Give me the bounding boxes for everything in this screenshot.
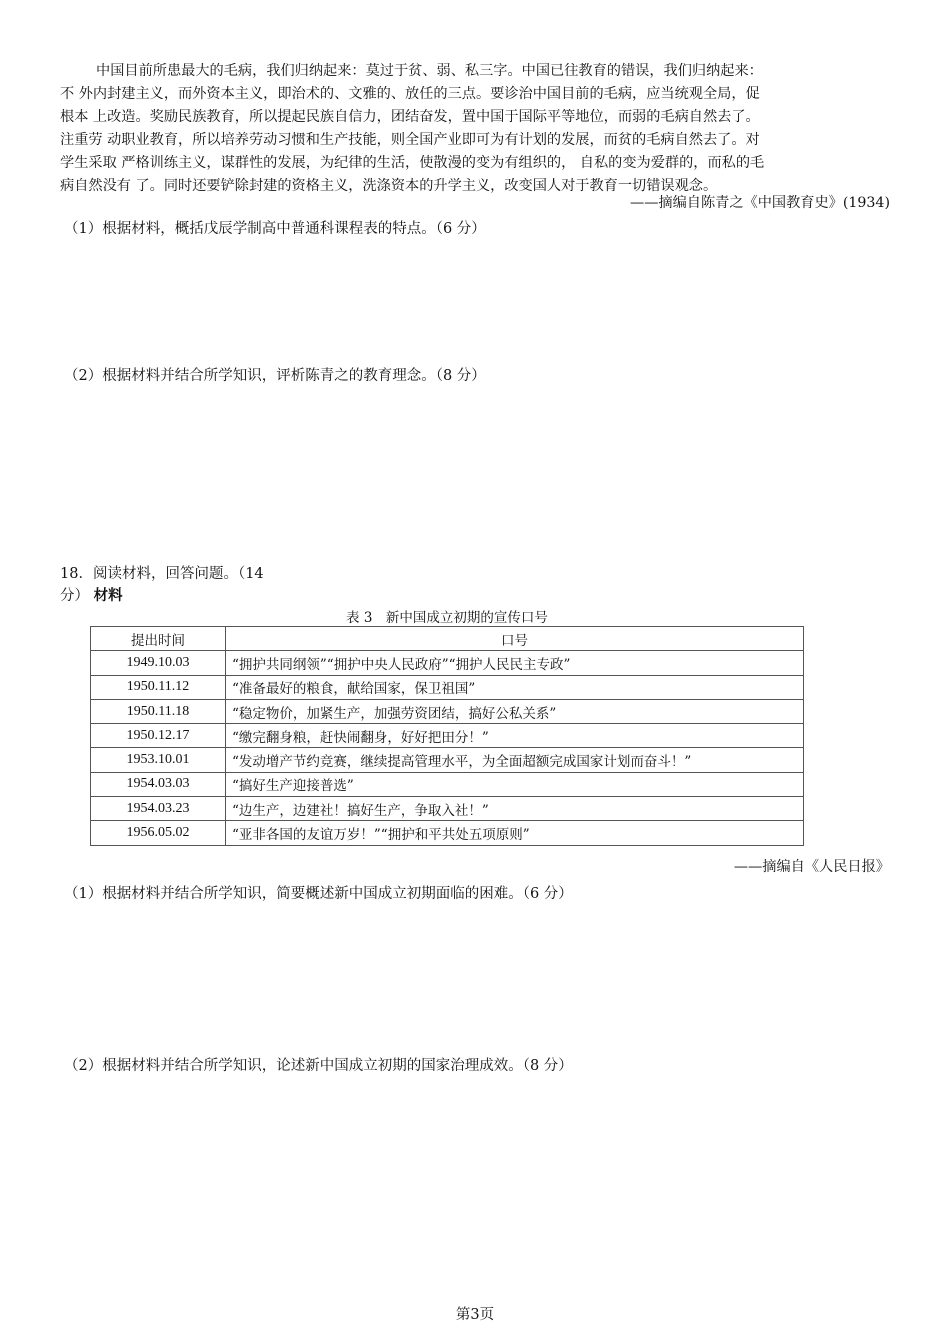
- material-label: 材料: [93, 587, 123, 604]
- row-slogan: “准备最好的粮食，献给国家，保卫祖国”: [226, 675, 804, 699]
- row-slogan: “亚非各国的友谊万岁！”“拥护和平共处五项原则”: [226, 821, 804, 845]
- header-slogan: 口号: [226, 627, 804, 651]
- row-date: 1953.10.01: [91, 748, 226, 772]
- row-date: 1950.11.18: [91, 699, 226, 723]
- question-18-part-2: （2）根据材料并结合所学知识，论述新中国成立初期的国家治理成效。（8 分）: [64, 1058, 573, 1074]
- row-date: 1950.11.12: [91, 675, 226, 699]
- question-17-part-2: （2）根据材料并结合所学知识，评析陈青之的教育理念。（8 分）: [64, 368, 486, 384]
- row-date: 1954.03.03: [91, 772, 226, 796]
- material-line: 不 外内封建主义，而外资本主义，即治术的、文雅的、放任的三点。要诊治中国目前的毛病，应当统观全局，促: [60, 86, 760, 102]
- row-date: 1950.12.17: [91, 724, 226, 748]
- row-date: 1949.10.03: [91, 651, 226, 675]
- row-date: 1954.03.23: [91, 797, 226, 821]
- row-slogan: “稳定物价，加紧生产，加强劳资团结，搞好公私关系”: [226, 699, 804, 723]
- table-source: ——摘编自《人民日报》: [733, 859, 890, 875]
- material-paragraph: [60, 60, 892, 198]
- table-row: [91, 699, 804, 723]
- row-slogan: “边生产，边建社！搞好生产，争取入社！”: [226, 797, 804, 821]
- table-row: [91, 675, 804, 699]
- table-row: [91, 821, 804, 845]
- row-date: 1956.05.02: [91, 821, 226, 845]
- table-row: [91, 748, 804, 772]
- table-caption: 表 3 新中国成立初期的宣传口号: [346, 610, 548, 626]
- table-row: [91, 724, 804, 748]
- material-line: 中国目前所患最大的毛病，我们归纳起来：莫过于贫、弱、私三字。中国已往教育的错误，我们归纳起来：: [96, 63, 763, 79]
- header-date: 提出时间: [91, 627, 226, 651]
- material-line: 学生采取 严格训练主义，谋群性的发展，为纪律的生活，使散漫的变为有组织的， 自私的变为爱群的，而私的毛: [60, 155, 765, 171]
- row-slogan: “发动增产节约竞赛，继续提高管理水平，为全面超额完成国家计划而奋斗！”: [226, 748, 804, 772]
- row-slogan: “缴完翻身粮，赶快闹翻身，好好把田分！”: [226, 724, 804, 748]
- material-line: 注重劳 动职业教育，所以培养劳动习惯和生产技能，则全国产业即可为有计划的发展，而贫的毛病自然去了。对: [60, 132, 760, 148]
- table-row: [91, 772, 804, 796]
- question-18-score-tail: 分）: [60, 588, 94, 604]
- question-18-part-1: （1）根据材料并结合所学知识，简要概述新中国成立初期面临的困难。（6 分）: [64, 886, 573, 902]
- row-slogan: “拥护共同纲领”“拥护中央人民政府”“拥护人民民主专政”: [226, 651, 804, 675]
- material-line: 病自然没有 了。同时还要铲除封建的资格主义，洗涤资本的升学主义，改变国人对于教育一切错误观念。: [60, 178, 718, 194]
- material-line: 根本 上改造。奖励民族教育，所以提起民族自信力，团结奋发，置中国于国际平等地位，而弱的毛病自然去了。: [60, 109, 760, 125]
- table-row: [91, 797, 804, 821]
- table-header-row: [91, 627, 804, 651]
- page-number: 第3页: [455, 1307, 495, 1323]
- question-17-part-1: （1）根据材料，概括戊辰学制高中普通科课程表的特点。（6 分）: [64, 221, 486, 237]
- slogan-table: [90, 626, 804, 846]
- question-18-title: 18．阅读材料，回答问题。（14: [60, 566, 264, 582]
- material-source: ——摘编自陈青之《中国教育史》(1934): [630, 195, 890, 211]
- row-slogan: “搞好生产迎接普选”: [226, 772, 804, 796]
- question-18-header: [60, 563, 264, 607]
- table-row: [91, 651, 804, 675]
- question-18-subtitle: [60, 585, 264, 607]
